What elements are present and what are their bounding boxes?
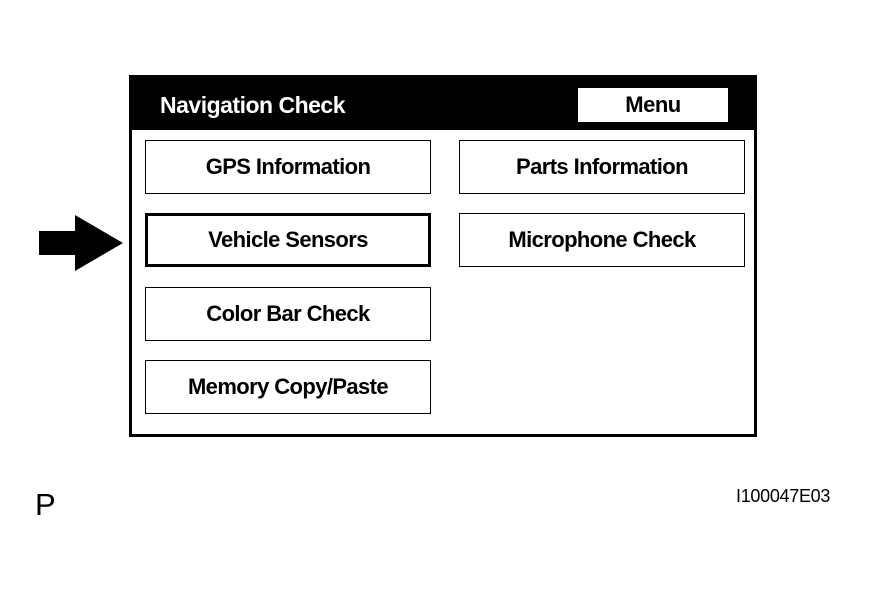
- menu-button[interactable]: Menu: [578, 88, 728, 122]
- color-bar-check-button[interactable]: Color Bar Check: [145, 287, 431, 341]
- parts-information-button[interactable]: Parts Information: [459, 140, 745, 194]
- vehicle-sensors-button[interactable]: Vehicle Sensors: [145, 213, 431, 267]
- title-bar: [132, 78, 754, 130]
- gps-information-button[interactable]: GPS Information: [145, 140, 431, 194]
- right-arrow-icon: [39, 215, 123, 278]
- memory-copy-paste-button[interactable]: Memory Copy/Paste: [145, 360, 431, 414]
- letter-p-label: P: [35, 487, 56, 522]
- screen-title: Navigation Check: [160, 92, 345, 118]
- microphone-check-button[interactable]: Microphone Check: [459, 213, 745, 267]
- figure-id-label: I100047E03: [736, 486, 831, 506]
- navigation-check-screen: [129, 75, 757, 437]
